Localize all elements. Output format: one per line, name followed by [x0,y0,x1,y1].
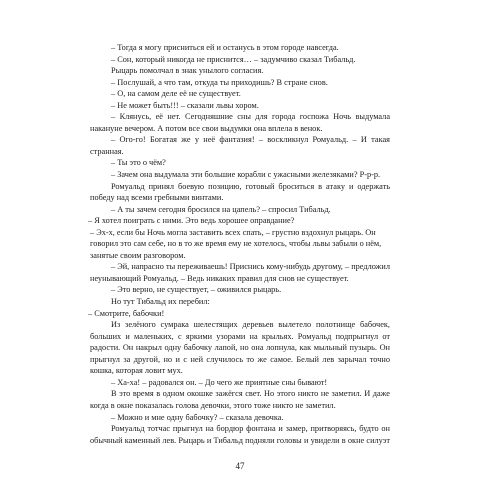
text-line: – Ого-го! Богатая же у неё фантазия! – воскликнул Ромуальд. – И такая [111,135,390,145]
text-line: – Зачем она выдумала эти большие корабли с ужасными железяками? Р-р-р. [111,170,381,180]
text-line: обычный каменный лев. Рыцарь и Тибальд подняли головы и увидели в окне силуэт [90,435,390,445]
text-line: победу над всеми гребными винтами. [90,193,224,203]
text-line: – Не может быть!!! – сказали львы хором. [111,100,259,110]
text-line: странная. [90,146,124,156]
text-line: – Смотрите, бабочки! [88,308,165,318]
text-line: говорил это сам себе, но в то же время ему не хотелось, чтобы львы забыли о нём, [90,239,382,249]
text-line: В это время в одном окошке зажёгся свет. Но этого никто не заметил. И даже [111,389,390,399]
text-line: – Клянусь, её нет. Сегодняшние сны для города госпожа Ночь выдумала [111,112,390,122]
text-line: – Я хотел поиграть с ними. Это ведь хорошее оправдание? [88,216,295,226]
text-line: накануне вечером. А потом все свои выдумки она вплела в венок. [90,123,323,133]
text-line: Ромуальд принял боевую позицию, готовый броситься в атаку и одержать [111,181,390,191]
text-line: – Это верно, не существует, – оживился рыцарь. [111,285,282,295]
page-number: 47 [235,461,245,471]
text-line: – Послушай, а что там, откуда ты приходишь? В стране снов. [111,77,328,87]
text-line: Но тут Тибальд их перебил: [111,297,210,307]
text-line: больших и маленьких, с яркими узорами на крыльях. Ромуальд подпрыгнул от [90,331,390,341]
text-line: – Можно и мне одну бабочку? – сказала девочка. [111,412,284,422]
text-line: – А ты зачем сегодня бросился на цапель? – спросил Тибальд. [111,204,331,214]
page-text-body [90,42,390,446]
text-line: – Эй, напрасно ты переживаешь! Приснись кому-нибудь другому, – предложил [111,262,390,272]
text-line: – О, на самом деле её не существует. [111,89,241,99]
text-line: кошка, которая ловит мух. [90,366,183,376]
text-line: прыгнул за другой, но и с ней случилось то же самое. Белый лев зарычал точно [90,354,390,364]
text-line: – Эх-х, если бы Ночь могла заставить всех спать, – грустно вздохнул рыцарь. Он [90,227,376,237]
text-line: – Ты это о чём? [111,158,166,168]
text-line: – Тогда я могу присниться ей и останусь в этом городе навсегда. [111,43,339,52]
text-line: Из зелёного сумрака шелестящих деревьев вылетело полотнище бабочек, [111,320,390,330]
text-line: радости. Он накрыл одну бабочку лапой, но она лопнула, как мыльный пузырь. Он [90,343,390,353]
text-line: – Ха-ха! – радовался он. – До чего же приятные сны бывают! [111,377,328,387]
text-line: Ромуальд тотчас прыгнул на бордюр фонтана и замер, притворяясь, будто он [111,424,390,434]
text-line: – Сон, который никогда не приснится… – задумчиво сказал Тибальд. [111,54,356,64]
text-line: Рыцарь помолчал в знак унылого согласия. [111,66,264,76]
text-line: занятые своим разговором. [90,250,186,260]
text-line: неунывающий Ромуальд. – Ведь никаких правил для снов не существует. [90,273,349,283]
text-line: когда в окне показалась голова девочки, этого тоже никто не заметил. [90,400,336,410]
